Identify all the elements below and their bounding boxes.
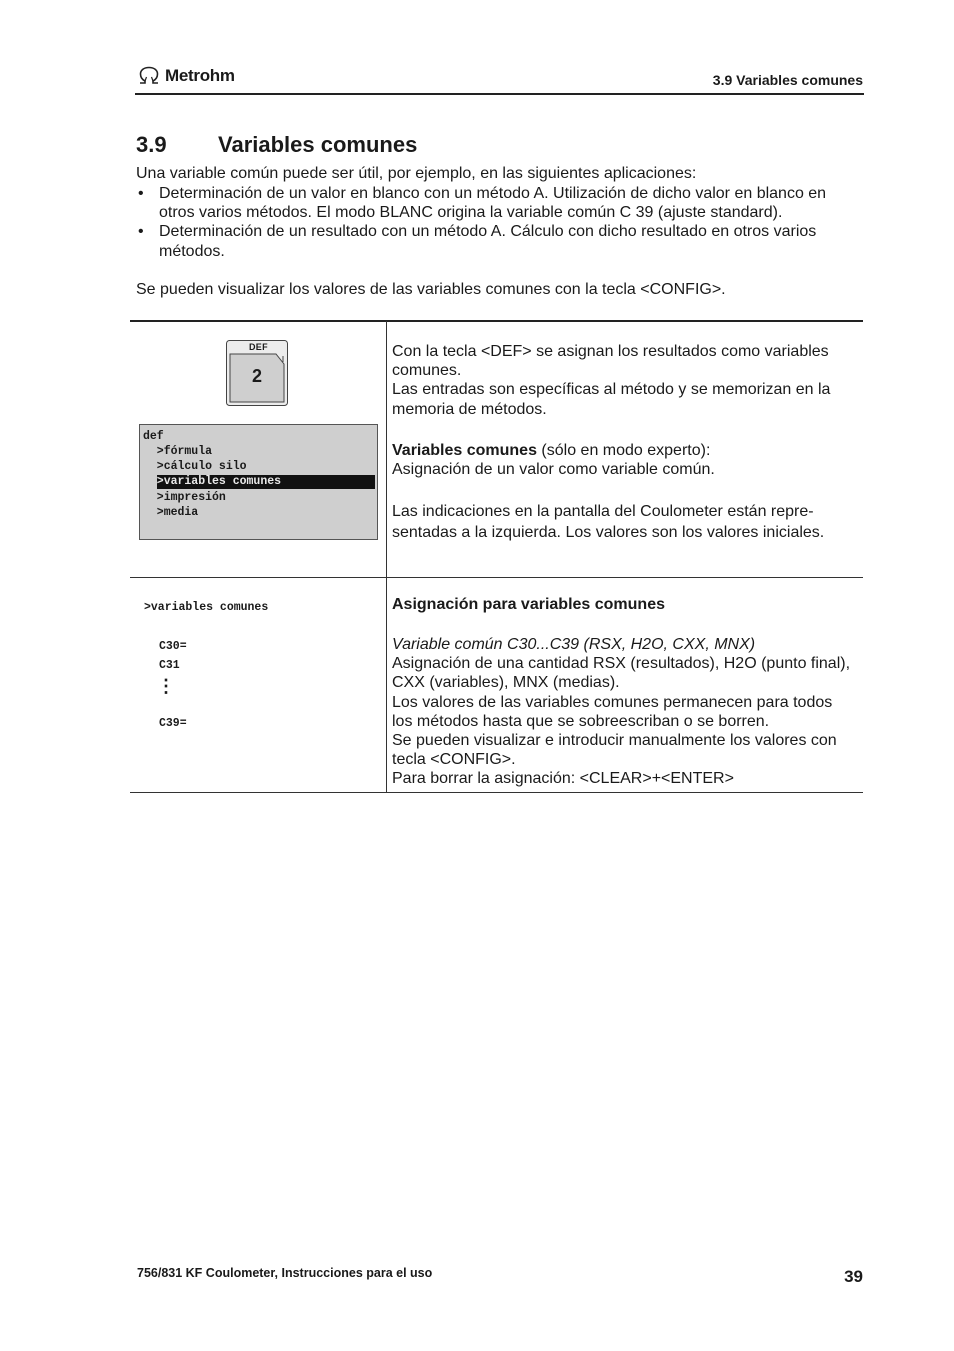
row1-paragraph: Asignación de un valor como variable común.	[392, 461, 715, 479]
section-title: Variables comunes	[218, 132, 418, 157]
lcd-line-selected: >variables comunes	[157, 475, 375, 489]
page-number: 39	[844, 1267, 863, 1286]
ellipsis-dots: ⋮	[157, 676, 175, 696]
lcd-line: >fórmula	[143, 445, 213, 458]
running-header: 3.9 Variables comunes	[712, 72, 863, 88]
row1-paragraph: Las entradas son específicas al método y se memorizan en la memoria de métodos.	[392, 381, 831, 418]
omega-logo-icon	[137, 66, 161, 86]
display-title: >variables comunes	[144, 601, 269, 614]
lcd-line: def	[143, 430, 164, 443]
lcd-line: >impresión	[143, 491, 226, 504]
row2-heading: Asignación para variables comunes	[392, 596, 665, 613]
row2-italic-line: Variable común C30...C39 (RSX, H2O, CXX, MNX)	[392, 636, 756, 653]
section-heading	[136, 132, 417, 158]
list-item: • Determinación de un resultado con un método A. Cálculo con dicho resultado en otros varios métodos.	[136, 222, 866, 260]
row2-paragraph: Los valores de las variables comunes permanecen para todos los métodos hasta que se sobreescriban o se borren.	[392, 693, 833, 730]
variable-entry: C30=	[159, 640, 187, 653]
row1-expert-line: Variables comunes (sólo en modo experto):	[392, 441, 711, 459]
lcd-line: >media	[143, 506, 199, 519]
list-item: • Determinación de un valor en blanco con un método A. Utilización de dicho valor en blanco en otros varios métodos. El modo BLANC origina la variable común C 39 (ajuste standard).	[136, 184, 866, 222]
brand-name: Metrohm	[165, 66, 235, 85]
variable-entry: C39=	[159, 717, 187, 730]
row2-paragraph: Para borrar la asignación: <CLEAR>+<ENTER>	[392, 770, 734, 788]
section-number: 3.9	[136, 132, 167, 157]
config-paragraph: Se pueden visualizar los valores de las variables comunes con la tecla <CONFIG>.	[136, 281, 726, 298]
lcd-line: >cálculo silo	[143, 460, 247, 473]
footer-document-title: 756/831 KF Coulometer, Instrucciones para el uso	[137, 1266, 433, 1280]
key-label: DEF	[249, 342, 268, 352]
table-top-rule	[130, 320, 863, 322]
row1-paragraph: Las indicaciones en la pantalla del Coulometer están repre-sentadas a la izquierda. Los valores son los valores iniciales.	[392, 503, 825, 542]
row2-description	[392, 635, 854, 789]
row2-paragraph: Asignación de una cantidad RSX (resultados), H2O (punto final), CXX (variables), MNX (medias).	[392, 655, 851, 692]
variable-entry: C31	[159, 659, 180, 672]
intro-paragraph: Una variable común puede ser útil, por ejemplo, en las siguientes aplicaciones:	[136, 165, 697, 182]
table-bottom-rule	[130, 792, 863, 793]
application-list	[136, 184, 866, 261]
header-divider	[135, 93, 864, 95]
table-row-divider	[130, 577, 863, 578]
row1-paragraph: Con la tecla <DEF> se asignan los resultados como variables comunes.	[392, 343, 829, 380]
key-number: 2	[252, 366, 263, 386]
row1-description	[392, 342, 854, 543]
row2-paragraph: Se pueden visualizar e introducir manualmente los valores con tecla <CONFIG>.	[392, 732, 837, 769]
brand-logo	[137, 66, 235, 86]
lcd-display	[139, 424, 378, 540]
table-column-divider	[386, 321, 387, 793]
